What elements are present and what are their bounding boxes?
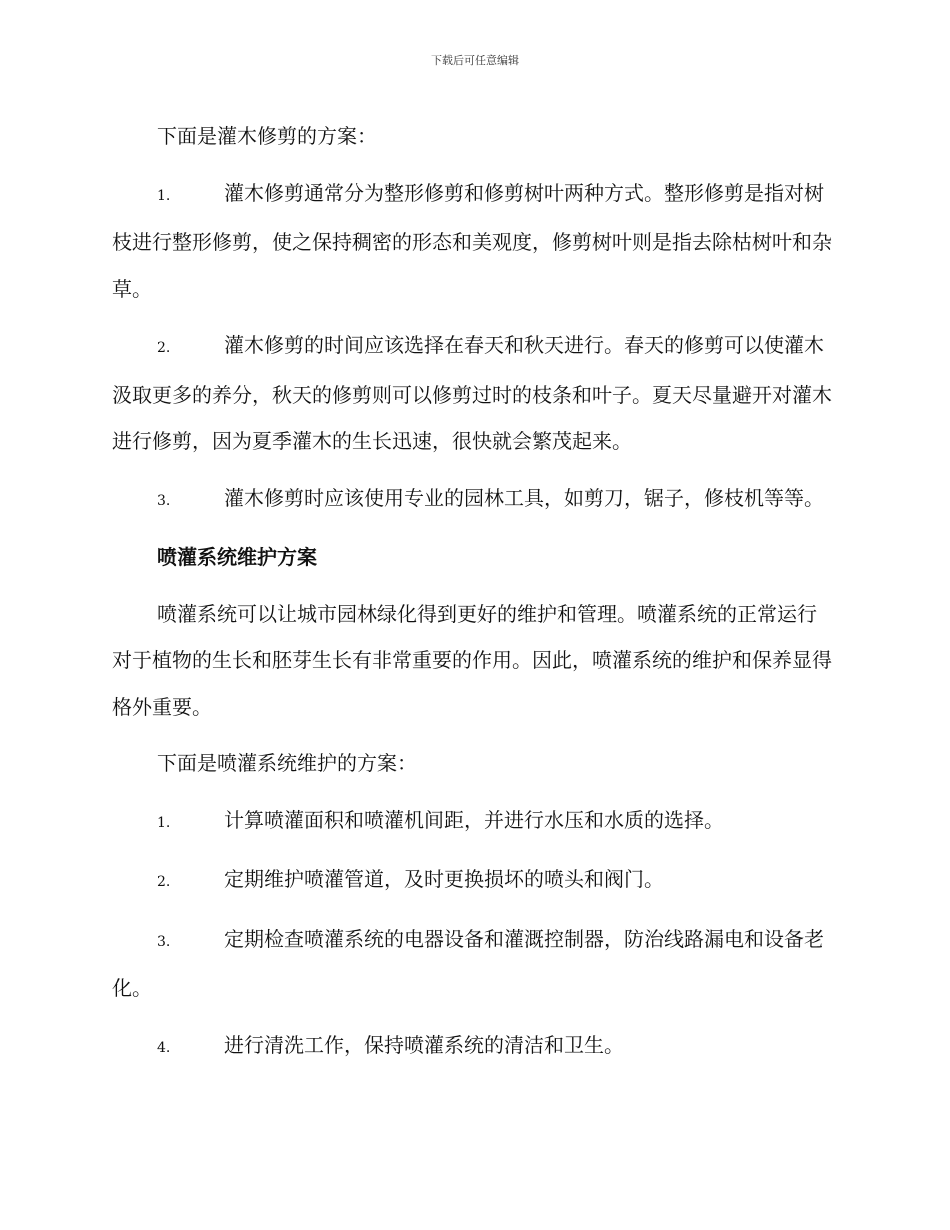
section1-intro: 下面是灌木修剪的方案： (157, 124, 377, 148)
list-number: 1. (157, 814, 171, 831)
list-text: 定期维护喷灌管道，及时更换损坏的喷头和阀门。 (224, 867, 664, 891)
list-item (112, 1022, 832, 1072)
list-number: 1. (157, 187, 171, 204)
list-item (112, 797, 832, 847)
list-item (112, 856, 832, 906)
list-number: 2. (157, 874, 171, 890)
list-text: 定期检查喷灌系统的电器设备和灌溉控制器，防治线路漏电和设备老化。 (112, 926, 824, 1000)
section2-heading: 喷灌系统维护方案 (157, 545, 317, 569)
section2-intro: 下面是喷灌系统维护的方案： (157, 751, 417, 775)
page-header: 下载后可任意编辑 (431, 54, 519, 67)
document-body (112, 113, 832, 1071)
list-text: 灌木修剪时应该使用专业的园林工具，如剪刀，锯子，修枝机等等。 (224, 485, 824, 510)
list-item (112, 170, 832, 313)
list-text: 进行清洗工作，保持喷灌系统的清洁和卫生。 (224, 1032, 624, 1057)
list-text: 灌木修剪的时间应该选择在春天和秋天进行。春天的修剪可以使灌木汲取更多的养分，秋天的修剪则可以修剪过时的枝条和叶子。夏天尽量避开对灌木进行修剪，因为夏季灌木的生长迅速，很快就会繁茂起来。 (112, 333, 832, 453)
list-item (112, 916, 832, 1012)
list-item (112, 322, 832, 465)
list-number: 2. (157, 340, 171, 356)
list-number: 4. (157, 1039, 171, 1056)
list-number: 3. (157, 933, 171, 950)
list-number: 3. (157, 492, 171, 509)
list-text: 灌木修剪通常分为整形修剪和修剪树叶两种方式。整形修剪是指对树枝进行整形修剪，使之保持稠密的形态和美观度，修剪树叶则是指去除枯树叶和杂草。 (112, 180, 832, 301)
section2-body: 喷灌系统可以让城市园林绿化得到更好的维护和管理。喷灌系统的正常运行对于植物的生长和胚芽生长有非常重要的作用。因此，喷灌系统的维护和保养显得格外重要。 (112, 601, 832, 719)
list-text: 计算喷灌面积和喷灌机间距，并进行水压和水质的选择。 (224, 807, 724, 832)
list-item (112, 475, 832, 525)
